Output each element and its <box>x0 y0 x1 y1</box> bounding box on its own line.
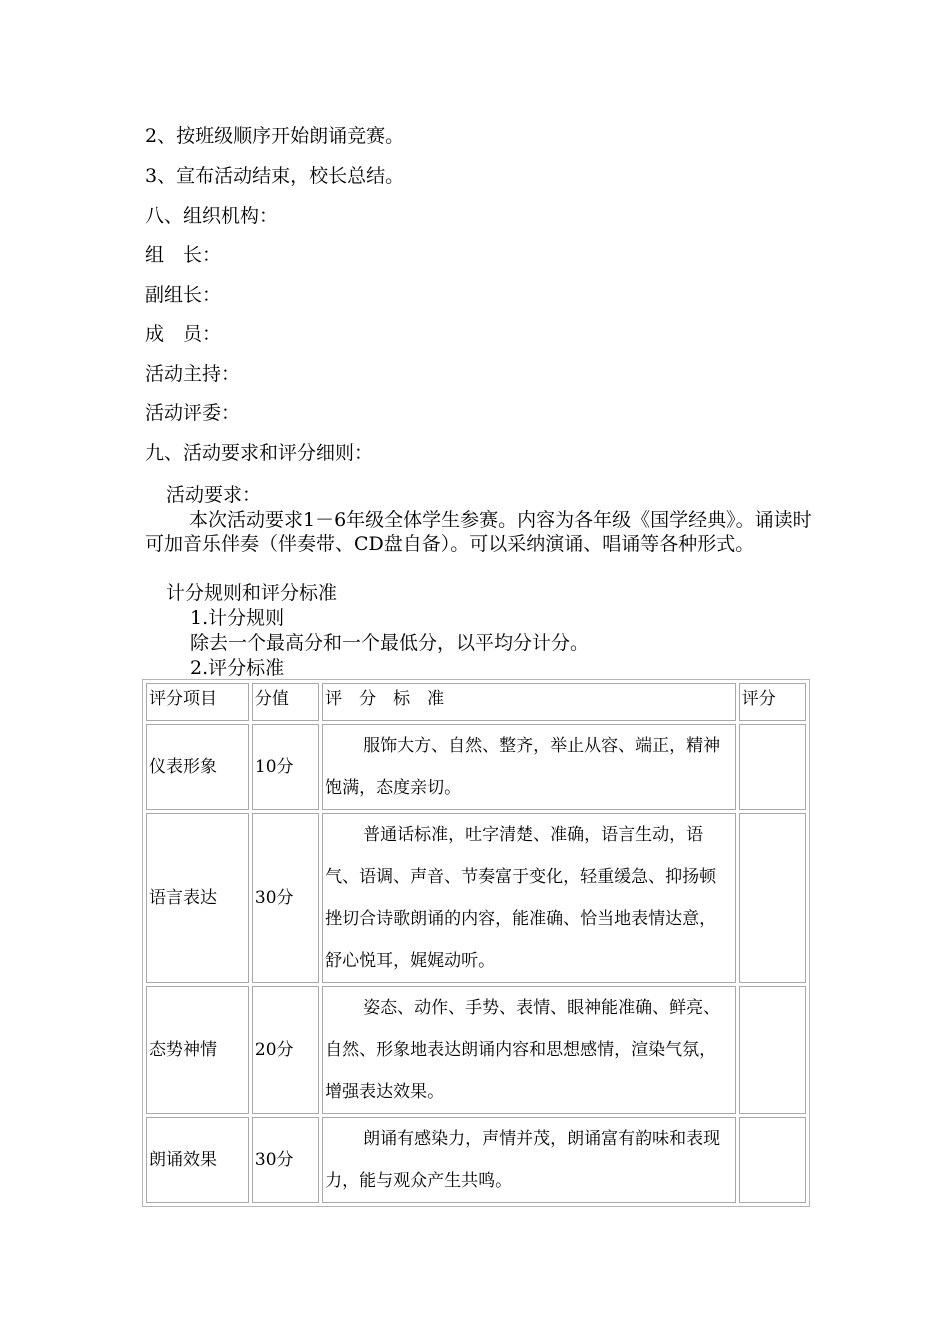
row-criteria: 朗诵有感染力，声情并茂，朗诵富有韵味和表现力，能与观众产生共鸣。 <box>322 1117 736 1203</box>
step-2-line: 2、按班级顺序开始朗诵竞赛。 <box>145 125 405 147</box>
table-row <box>146 724 806 810</box>
header-score: 评分 <box>739 683 806 721</box>
header-criteria: 评 分 标 准 <box>322 683 736 721</box>
vice-leader-line: 副组长： <box>145 284 222 306</box>
members-line: 成 员： <box>145 323 222 345</box>
requirements-text: 本次活动要求1－6年级全体学生参赛。内容为各年级《国学经典》。诵读时可加音乐伴奏（伴奏带、CD盘自备）。可以采纳演诵、唱诵等各种形式。 <box>145 509 812 555</box>
row-criteria: 姿态、动作、手势、表情、眼神能准确、鲜亮、自然、形象地表达朗诵内容和思想感情，渲染气氛，增强表达效果。 <box>322 986 736 1114</box>
header-item: 评分项目 <box>146 683 249 721</box>
table-row <box>146 986 806 1114</box>
step-3-line: 3、宣布活动结束，校长总结。 <box>145 165 405 187</box>
header-points: 分值 <box>252 683 319 721</box>
row-item: 态势神情 <box>146 986 249 1114</box>
row-criteria: 服饰大方、自然、整齐，举止从容、端正，精神饱满，态度亲切。 <box>322 724 736 810</box>
row-item: 朗诵效果 <box>146 1117 249 1203</box>
rule-1-text: 除去一个最高分和一个最低分，以平均分计分。 <box>190 632 590 654</box>
rule-1-title: 1.计分规则 <box>190 607 285 629</box>
row-score <box>739 986 806 1114</box>
row-score <box>739 1117 806 1203</box>
rule-2-title: 2.评分标准 <box>190 657 285 679</box>
row-score <box>739 724 806 810</box>
row-item: 语言表达 <box>146 813 249 983</box>
judges-line: 活动评委： <box>145 402 241 424</box>
table-header-row <box>146 683 806 721</box>
table-row <box>146 1117 806 1203</box>
table-row <box>146 813 806 983</box>
row-criteria: 普通话标准，吐字清楚、准确，语言生动，语气、语调、声音、节奏富于变化，轻重缓急、抑扬顿挫切合诗歌朗诵的内容，能准确、恰当地表情达意，舒心悦耳，娓娓动听。 <box>322 813 736 983</box>
row-points: 10分 <box>252 724 319 810</box>
section-9-heading: 九、活动要求和评分细则： <box>145 442 374 464</box>
scoring-rules-title: 计分规则和评分标准 <box>166 582 338 604</box>
row-points: 30分 <box>252 1117 319 1203</box>
row-points: 20分 <box>252 986 319 1114</box>
row-item: 仪表形象 <box>146 724 249 810</box>
scoring-table <box>142 679 810 1207</box>
leader-line: 组 长： <box>145 244 222 266</box>
requirements-title: 活动要求： <box>166 484 262 506</box>
section-8-heading: 八、组织机构： <box>145 205 279 227</box>
row-points: 30分 <box>252 813 319 983</box>
row-score <box>739 813 806 983</box>
host-line: 活动主持： <box>145 363 241 385</box>
